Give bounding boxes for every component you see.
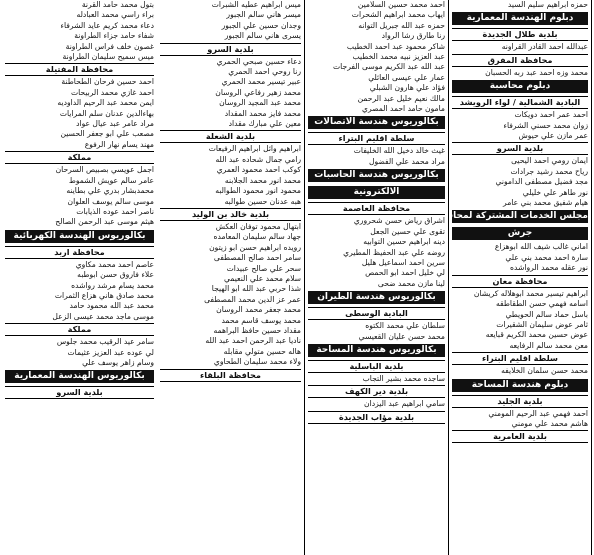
name-entry: معن محمد سالم الرفايعه [509,340,588,350]
name-entry: مراد عامر عبد عيال عواد [76,119,154,129]
subsection-header: البادية الشمالية / لواء الرويشد [452,96,588,109]
name-entry: اسامه فهمي حسن الطقاطقه [495,299,588,309]
name-entry: عبد العزيز نبيه محمد الخطيب [352,52,445,62]
name-entry: هاله حسين متولي مقابله [223,346,301,356]
name-entry: موسى ماجد محمد عيسى الزعل [52,311,154,321]
subsection-header: محافظة العاصمة [308,202,445,215]
name-entry: ثامر عوض سليمان الشقيرات [496,319,588,329]
name-entry: روضه علي عبد الحفيظ المطيري [343,247,445,257]
section-header: مجلس الخدمات المشتركة لمحافظة [432,211,588,222]
name-entry: بتول محمد حامد القرنة [81,0,154,9]
name-entry: يسرى هاني سالم الجبور [224,31,301,41]
section-header: بكالوريوس هندسة المساحة [308,344,445,357]
name-entry: ابراهيم وائل ابراهيم الرفيعات [208,144,301,154]
name-entry: عبد الله عبد الكريم موسى الفرجات [333,62,445,72]
column-2 [157,0,305,555]
column-3 [305,0,449,555]
name-entry: باسل حماد سالم الحويطي [505,309,588,319]
name-entry: علاء فاروق حسن ابوطبه [77,270,154,280]
column-1 [2,0,157,555]
name-entry: وجدان حسين علي الجبور [221,20,301,30]
name-entry: ميس ابراهيم عطيه الشبرات [211,0,301,9]
subsection-header: محافظة معان [452,275,588,288]
name-entry: محمد يوسف قاسم محمد [221,315,301,325]
section-header: بكالوريوس الهندسة الكهربائية [5,230,154,243]
name-entry: اشراق رياض حسن شحروري [353,216,445,226]
name-entry: ولاء محمد سليمان الطحاوي [213,357,301,367]
name-entry: محمود انور محمود الطوالبه [215,186,301,196]
subsection-header: بلدية السرو [160,43,301,56]
name-entry: محمدبشار بدري علي بطاينه [66,186,154,196]
name-entry: وسام زاهر يوسف علي [82,357,154,367]
name-entry: مقداد حسين حافظ البراهمه [213,325,301,335]
name-entry: ناديا عبد الرحمن احمد عبد الله [205,336,301,346]
name-entry: فؤاد علي هارون الشبلي [369,83,445,93]
name-entry: اجمل عويسي بصبيص السرحان [55,165,154,175]
subsection-header: محافظة اربد [5,246,154,259]
subsection-header: محافظة المفتيلة [5,63,154,76]
name-entry: لينا مازن محمد ضحى [377,278,445,288]
section-header: بكالوريوس هندسة الاتصالات [308,116,445,129]
subsection-header: سلطة اقليم البتراء [452,352,588,365]
name-entry: لي عوده عبد العزيز عثيمات [67,347,154,357]
name-entry: محمد وزه احمد عبد ربه الحسبان [485,67,588,77]
name-entry: معين علي مبارك مقداد [228,119,301,129]
name-entry: مصعب علي ابو جعفر الحسين [60,129,154,139]
name-entry: سلطان علي محمد الكتوه [365,321,445,331]
name-entry: عمار علي عيسى العائلي [368,72,445,82]
subsection-header: بلدية الباسلية [308,360,445,373]
name-entry: سرين احمد اسماعيل هليل [361,257,445,267]
name-entry: عامر سالم عويش الشموط [68,175,154,185]
name-entry: ميسر هاني سالم الجبور [226,10,301,20]
name-entry: دعاء حسين صبحي الحمري [216,56,301,66]
name-entry: حمزه عبد الله جبريل التوانه [358,20,445,30]
name-entry: دعاء محمد كريم عايد الشرفاء [60,20,154,30]
name-entry: ايمن محمد عبد الرحيم الداوديه [57,98,154,108]
section-header: جرش [452,227,588,240]
name-entry: محمد عبد المجيد الروسان [219,98,301,108]
section-header: دبلوم محاسبة [452,80,588,93]
name-entry: رنا روحي احمد الحمري [228,67,301,77]
subsection-header: بلدية دير الكهف [308,385,445,398]
name-entry: ناصر احمد عوده الذيابات [76,206,154,216]
name-entry: ميس سميح سليمان الطراونة [62,52,154,62]
section-header: الالكترونية [308,186,445,199]
name-entry: هيام شفيق محمد بني عامر [503,198,588,208]
subsection-header: بلدية طلال الجديدة [452,28,588,41]
name-entry: براء راسي محمد العبادله [76,10,154,20]
name-entry: احمد عمر احمد دويكات [514,110,588,120]
name-entry: شاكر محمود عبد احمد الخطيب [346,41,445,51]
name-entry: تقوى علي حسين الجعل [370,226,445,236]
name-entry: محمد عبد الله محمود حامد [69,301,154,311]
name-entry: هبه عدنان حسين طوالبه [224,196,301,206]
name-entry: محمد حسن عليان القعيسي [358,331,445,341]
name-entry: شذا حربي عبد الله ابو الهيجا [211,284,301,294]
name-entry: رياح محمد رشيد جرادات [510,166,588,176]
name-entry: محمد زهير رفاعي الروسان [215,87,301,97]
name-entry: محمد صادق هاني هزاع الثمرات [54,290,154,300]
section-header: دبلوم الهندسة المعمارية [452,12,588,25]
name-entry: لي خليل احمد ابو الحمص [365,268,445,278]
name-entry: مجد فضيل مصطفى الداموني [495,177,588,187]
name-entry: سامر احمد صالح المصطفى [213,253,301,263]
subsection-header: محافظة البلقاء [160,369,301,382]
name-entry: زوان محمد حسني الشرفاء [503,120,588,130]
name-entry: دينه ابراهيم حسين التوابيه [363,237,445,247]
name-entry: ابتهال محمود توفان العكش [215,221,301,231]
name-entry: رويده ابراهيم حسن ابو زيتون [209,242,301,252]
name-entry: هيثم موسى عبد الرحمن الصالح [55,217,154,227]
name-entry: سامي ابراهيم عبد اليزدان [364,399,445,409]
name-entry: عبدالله احمد القادر القراونه [501,42,588,52]
name-entry: سامر عيد الرقيب محمد جلوس [56,337,154,347]
name-entry: رنا طارق رشا الرواد [381,31,445,41]
name-entry: عمر مازن علي حيوش [518,131,588,141]
name-entry: عمر عز الدين محمد المصطفى [204,294,301,304]
name-entry: محمد انور محمد الجلابنه [224,175,301,185]
name-entry: سلام محمد علي النعيمي [224,273,301,283]
subsection-header: مملكة [5,151,154,164]
name-entry: احمد حسين فرحان الطحاطنة [61,77,154,87]
name-entry: جهاد سالم سليمان المعامده [213,232,301,242]
name-entry: محمد حسن سلمان الخلايفه [501,366,588,376]
subsection-header: بلدية السرو [452,142,588,155]
section-header: بكالوريوس هندسة الطيران [308,291,445,304]
subsection-header: بلدية السرو [5,386,154,399]
name-entry: مراد محمد علي الفضول [368,156,445,166]
name-entry: مامون حامد احمد المصري [362,104,445,114]
subsection-header: بلدية خالد بن الوليد [160,208,301,221]
name-entry: اماني غالب شيف الله ابوهزاع [494,242,588,252]
name-entry: عاصم احمد محمد مكاوي [75,259,154,269]
column-4 [432,0,592,555]
name-entry: بهاءالدين عدنان سلم المرايات [59,108,154,118]
section-header: بكالوريوس هندسة الحاسبات [308,169,445,182]
name-entry: حمزه ابراهيم سليم السيد [507,0,588,9]
subsection-header: محافظة المفرق [452,54,588,67]
section-header: دبلوم هندسة المساحة [452,379,588,392]
name-entry: ساجده محمد بشير التجاب [362,373,445,383]
name-entry: احمد محمد حسين السلامين [357,0,445,9]
name-entry: سحر علي صالح عبيدات [226,263,301,273]
name-entry: غصون خلف فراس الطراونة [65,41,154,51]
name-entry: عبير تيسير محمد الحمري [221,77,301,87]
name-entry: ايهاب محمد ابراهيم الشحرات [351,10,445,20]
name-entry: موسى سالم يوسف العلوان [67,196,154,206]
name-entry: سارة احمد محمد بني علي [505,252,588,262]
subsection-header: بلدية مؤاب الجديدة [308,411,445,424]
subsection-header: سلطة اقليم البتراء [308,132,445,145]
name-entry: مهند يسام نهار الرفوع [84,139,154,149]
name-entry: نور طاهر علي خليلي [522,187,588,197]
subsection-header: بلدية العامرية [452,430,588,443]
name-entry: احمد غازي محمد الربيحات [70,87,154,97]
name-entry: كوكب احمد محمود العمري [216,165,301,175]
subsection-header: بلدية الجليد [452,395,588,408]
name-entry: نور عقله محمد الرواشده [510,263,588,273]
name-entry: مالك نعيم خليل عبد الرحمن [357,93,445,103]
name-entry: رامي جمال شحاده عبد الله [215,154,301,164]
subsection-header: البادية الوسطى [308,307,445,320]
name-entry: محمد جعفر محمد الروسان [216,305,301,315]
name-entry: غيث خالد دخيل الله الخليفات [353,146,445,156]
name-entry: احمد فهمي عبد الرحيم المومني [488,408,588,418]
subsection-header: مملكة [5,323,154,336]
name-entry: ابراهيم تيسير محمد ابوهلاله كريشان [473,288,588,298]
name-entry: عوض حسين محمد الكريم قبايعه [485,330,588,340]
name-entry: محمد يسام مرشد رواشده [71,280,154,290]
name-entry: هاشم محمد علي مومني [511,418,588,428]
name-entry: شفاء حامد جزاء الطراونة [74,31,154,41]
name-entry: محمد فايز محمد المقداد [224,108,301,118]
section-header: بكالوريوس الهندسة المعمارية [5,370,154,383]
subsection-header: بلدية الشعلة [160,130,301,143]
name-entry: ايمان رومي احمد اليحيى [511,156,588,166]
